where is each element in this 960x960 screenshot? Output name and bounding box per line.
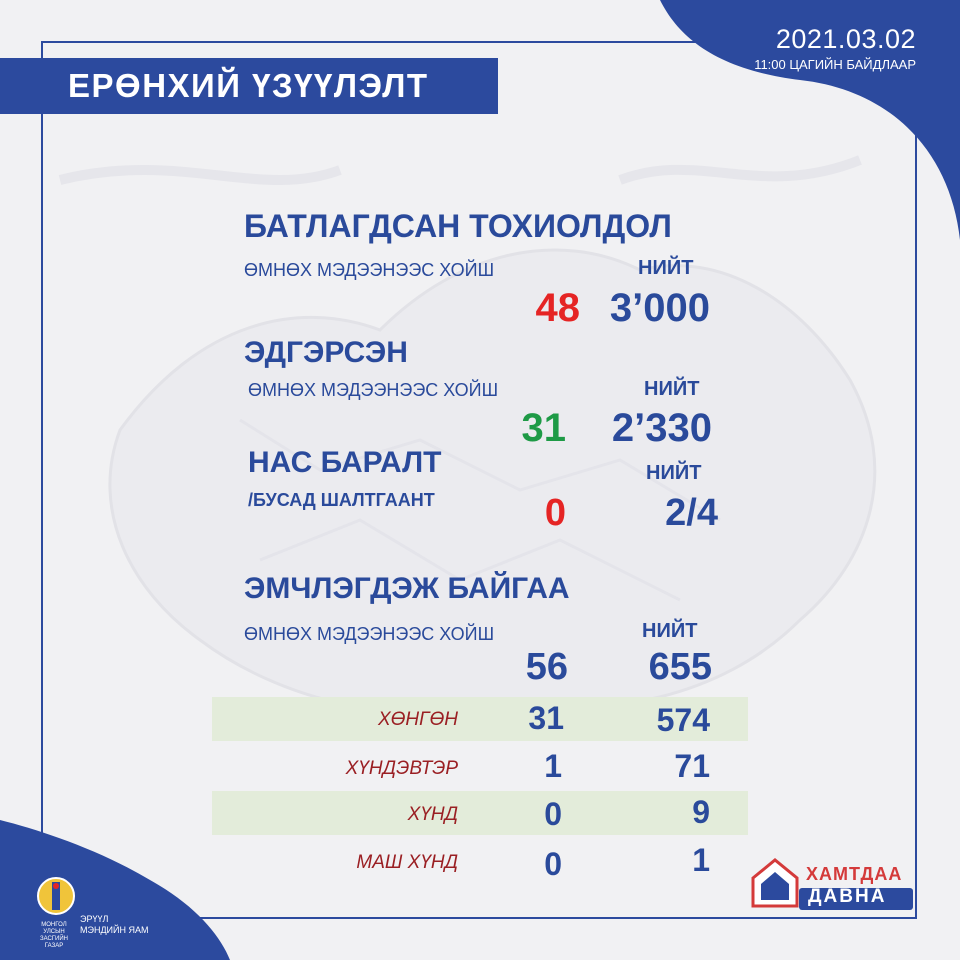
severity-total-critical: 1 <box>692 842 710 878</box>
severity-new-mild: 31 <box>528 700 564 736</box>
treated-total-label: НИЙТ <box>642 620 698 642</box>
severity-total-mild: 574 <box>656 702 710 738</box>
report-time-note: 11:00 ЦАГИЙН БАЙДЛААР <box>754 57 916 72</box>
confirmed-total-value: 3’000 <box>609 286 710 330</box>
confirmed-total-label: НИЙТ <box>638 257 694 279</box>
severity-new-critical: 0 <box>544 846 562 882</box>
deaths-total-value: 2/4 <box>665 492 718 534</box>
treated-since-label: ӨМНӨХ МЭДЭЭНЭЭС ХОЙШ <box>244 624 495 644</box>
campaign-line2: ДАВНА <box>808 886 887 907</box>
severity-label-mild: ХӨНГӨН <box>377 709 458 730</box>
page-title: ЕРӨНХИЙ ҮЗҮҮЛЭЛТ <box>68 67 429 104</box>
severity-total-moderate: 71 <box>674 748 710 784</box>
ministry-name-line2: МЭНДИЙН ЯАМ <box>80 925 149 935</box>
recovered-total-value: 2’330 <box>611 406 712 450</box>
deaths-heading: НАС БАРАЛТ <box>248 446 442 479</box>
treated-heading: ЭМЧЛЭГДЭЖ БАЙГАА <box>244 572 570 605</box>
severity-new-moderate: 1 <box>544 748 562 784</box>
severity-label-critical: МАШ ХҮНД <box>356 852 458 873</box>
recovered-since-label: ӨМНӨХ МЭДЭЭНЭЭС ХОЙШ <box>248 380 499 400</box>
recovered-heading: ЭДГЭРСЭН <box>244 336 408 369</box>
mongolia-soyombo-emblem-icon <box>36 872 76 920</box>
confirmed-new-value: 48 <box>535 286 580 330</box>
deaths-sub-label: /БУСАД ШАЛТГААНТ <box>248 490 435 510</box>
ministry-name <box>80 914 149 936</box>
treated-total-value: 655 <box>648 646 712 688</box>
deaths-total-label: НИЙТ <box>646 462 702 484</box>
deaths-new-value: 0 <box>544 492 566 534</box>
severity-new-severe: 0 <box>544 796 562 832</box>
confirmed-since-label: ӨМНӨХ МЭДЭЭНЭЭС ХОЙШ <box>244 260 495 280</box>
date-block <box>754 24 916 72</box>
severity-label-moderate: ХҮНДЭВТЭР <box>345 758 458 779</box>
report-date: 2021.03.02 <box>775 24 916 54</box>
confirmed-heading: БАТЛАГДСАН ТОХИОЛДОЛ <box>244 208 672 244</box>
severity-total-severe: 9 <box>692 794 710 830</box>
ministry-name-line1: ЭРҮҮЛ <box>80 914 109 924</box>
recovered-total-label: НИЙТ <box>644 378 700 400</box>
emblem-caption: МОНГОЛ УЛСЫН ЗАСГИЙН ГАЗАР <box>39 922 69 949</box>
recovered-new-value: 31 <box>521 406 566 450</box>
severity-label-severe: ХҮНД <box>407 804 458 825</box>
treated-new-value: 56 <box>525 646 568 688</box>
campaign-line1: ХАМТДАА <box>806 864 903 884</box>
